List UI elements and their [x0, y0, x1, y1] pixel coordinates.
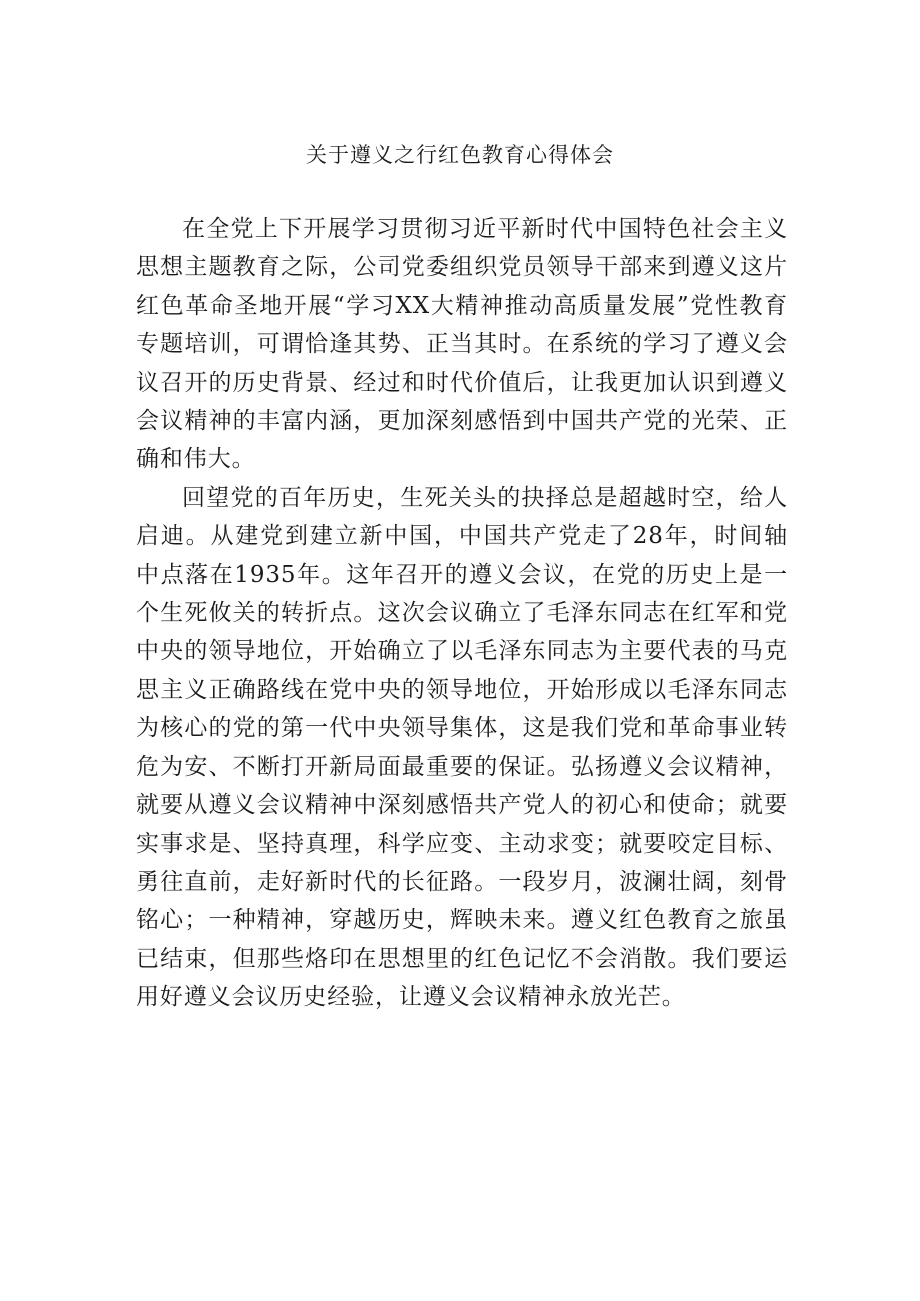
- document-title: 关于遵义之行红色教育心得体会: [306, 143, 614, 167]
- paragraph-history: 回望党的百年历史，生死关头的抉择总是超越时空，给人启迪。从建党到建立新中国，中国共产党走了28年，时间轴中点落在1935年。这年召开的遵义会议，在党的历史上是一个生死攸关的转折点。这次会议确立了毛泽东同志在红军和党中央的领导地位，开始确立了以毛泽东同志为主要代表的马克思主义正确路线在党中央的领导地位，开始形成以毛泽东同志为核心的党的第一代中央领导集体，这是我们党和革命事业转危为安、不断打开新局面最重要的保证。弘扬遵义会议精神，就要从遵义会议精神中深刻感悟共产党人的初心和使命；就要实事求是、坚持真理，科学应变、主动求变；就要咬定目标、勇往直前，走好新时代的长征路。一段岁月，波澜壮阔，刻骨铭心；一种精神，穿越历史，辉映未来。遵义红色教育之旅虽已结束，但那些烙印在思想里的红色记忆不会消散。我们要运用好遵义会议历史经验，让遵义会议精神永放光芒。: [136, 484, 788, 1011]
- paragraph-intro: 在全党上下开展学习贯彻习近平新时代中国特色社会主义思想主题教育之际，公司党委组织党员领导干部来到遵义这片红色革命圣地开展“学习XX大精神推动高质量发展”党性教育专题培训，可谓恰逢其势、正当其时。在系统的学习了遵义会议召开的历史背景、经过和时代价值后，让我更加认识到遵义会议精神的丰富内涵，更加深刻感悟到中国共产党的光荣、正确和伟大。: [136, 216, 788, 473]
- document-body: [136, 210, 788, 1017]
